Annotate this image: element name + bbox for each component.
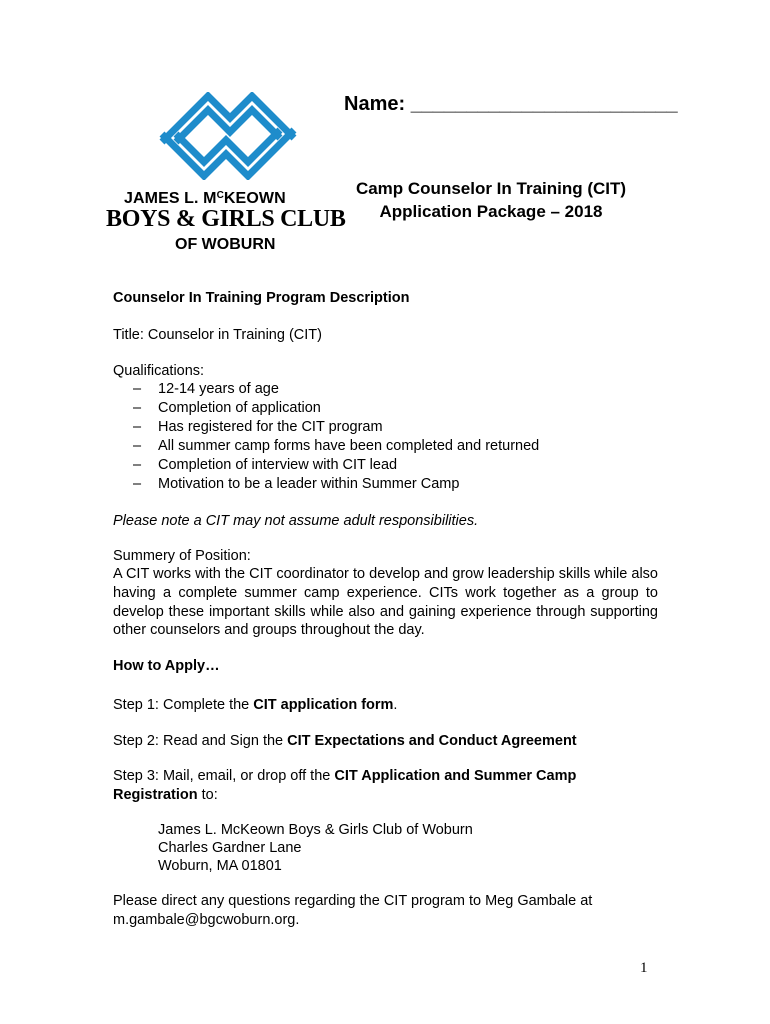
how-to-apply-heading: How to Apply… [113,658,220,674]
qualification-text: Completion of interview with CIT lead [158,457,398,473]
step-1: Step 1: Complete the CIT application form. [113,697,398,713]
document-title-line1: Camp Counselor In Training (CIT) [355,179,627,198]
bullet-dash: – [133,419,142,435]
program-description-heading: Counselor In Training Program Description [113,290,410,306]
org-name-line3: OF WOBURN [175,236,276,253]
document-title-line2: Application Package – 2018 [379,202,603,221]
program-title-line: Title: Counselor in Training (CIT) [113,327,322,343]
name-field[interactable]: Name: ________________________ [344,93,678,115]
qualification-text: Completion of application [158,400,321,416]
address-line: James L. McKeown Boys & Girls Club of Woburn [158,822,473,838]
address-line: Woburn, MA 01801 [158,858,282,874]
qualification-text: 12-14 years of age [158,381,279,397]
bullet-dash: – [133,381,142,397]
step-3: Step 3: Mail, email, or drop off the CIT Application and Summer Camp [113,768,577,784]
contact-text: Please direct any questions regarding the CIT program to Meg Gambale at [113,893,593,909]
adult-responsibility-note: Please note a CIT may not assume adult responsibilities. [113,513,479,529]
contact-email-link[interactable]: m.gambale@bgcwoburn.org. [113,912,300,928]
org-name-line2: BOYS & GIRLS CLUB [106,206,346,232]
qualifications-label: Qualifications: [113,363,205,379]
page-number: 1 [640,960,648,976]
bullet-dash: – [133,476,142,492]
bullet-dash: – [133,438,142,454]
step-2: Step 2: Read and Sign the CIT Expectations and Conduct Agreement [113,733,577,749]
summary-paragraph: A CIT works with the CIT coordinator to develop and grow leadership skills while also having a complete summer camp experience. CITs work together as a group to develop these important skills while also and gaining experience through supporting other counselors and groups throughout the day. [113,566,658,639]
qualification-text: All summer camp forms have been completed and returned [158,438,540,454]
org-name-line1: JAMES L. $M^CKEOWN$ [124,190,286,207]
qualification-text: Motivation to be a leader within Summer Camp [158,476,460,492]
address-line: Charles Gardner Lane [158,840,302,856]
step-3-continued: Registration to: [113,787,218,803]
qualification-text: Has registered for the CIT program [158,419,383,435]
bullet-dash: – [133,457,142,473]
summary-label: Summery of Position: [113,548,251,564]
club-logo-icon [158,92,298,180]
bullet-dash: – [133,400,142,416]
